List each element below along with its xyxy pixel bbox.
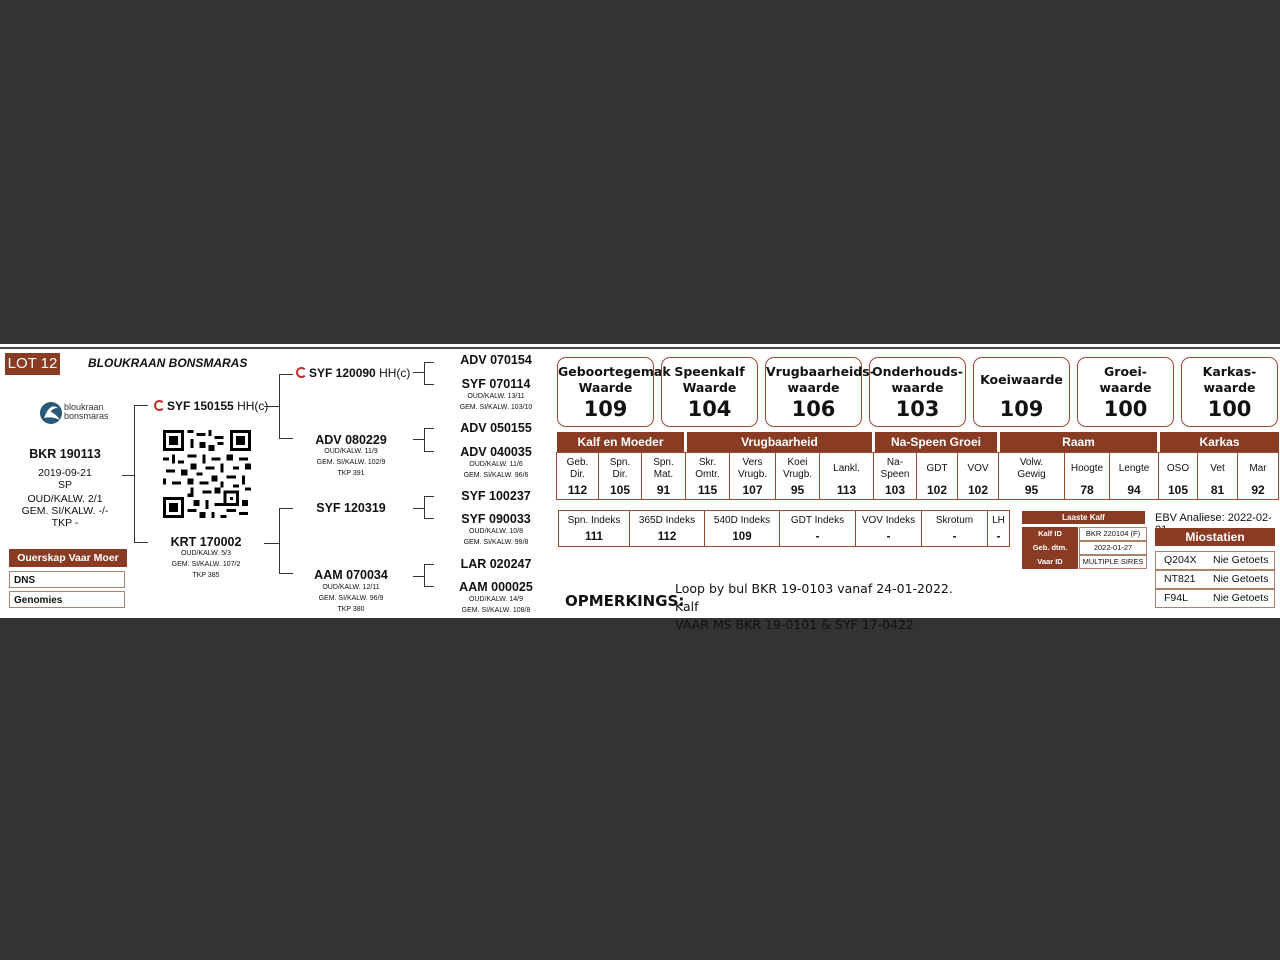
index-cell <box>856 511 922 546</box>
logo-line-2: bonsmaras <box>64 411 109 421</box>
hh-carrier-icon <box>296 367 307 378</box>
trait-grid <box>556 452 1279 500</box>
trait-value: 107 <box>742 483 763 497</box>
sire-tag: HH(c) <box>237 399 269 413</box>
last-calf-value: MULTIPLE SIRES <box>1079 555 1147 569</box>
lot-badge: LOT 12 <box>5 353 60 375</box>
trait-value: 95 <box>1024 483 1039 497</box>
ddd-id: AAM 000025 <box>459 580 533 594</box>
animal-id: BKR 190113 <box>29 447 101 461</box>
trait-header: Koei Vrugb. <box>782 457 813 480</box>
trait-value: 81 <box>1210 483 1225 497</box>
value-card <box>557 357 671 427</box>
index-value: - <box>886 531 891 543</box>
trait-cell <box>599 453 642 499</box>
index-header: 365D Indeks <box>638 515 696 526</box>
sire <box>154 399 268 413</box>
trait-header: Vet <box>1210 463 1225 474</box>
trait-cell <box>1198 453 1238 499</box>
trait-header: VOV <box>967 463 989 474</box>
trait-value: 102 <box>926 483 948 497</box>
miostatien-key: NT821 <box>1164 573 1196 585</box>
trait-header: Spn. Mat. <box>653 457 674 480</box>
index-header: Spn. Indeks <box>567 515 621 526</box>
value-card-title: Vrugbaarheids- waarde <box>766 364 875 395</box>
trait-cell <box>1065 453 1110 499</box>
index-header: GDT Indeks <box>790 515 845 526</box>
value-card-value: 104 <box>687 397 732 421</box>
last-calf-key: Kalf ID <box>1022 527 1078 541</box>
trait-cell <box>730 453 776 499</box>
index-value: - <box>952 531 957 543</box>
trait-value: 105 <box>609 483 631 497</box>
index-cell <box>630 511 705 546</box>
ebv-analysis-date: EBV Analiese: 2022-02- <box>1155 512 1272 524</box>
logo-text <box>64 403 109 421</box>
sire-dam-line-1: OUD/KALW. 11/9 <box>324 448 378 455</box>
value-card <box>869 357 966 427</box>
index-cell <box>922 511 988 546</box>
index-value: - <box>996 531 1001 543</box>
category-na-speen-groei: Na-Speen Groei <box>875 432 997 452</box>
trait-value: 95 <box>790 483 805 497</box>
dam-dam-line-3: TKP 380 <box>337 606 365 613</box>
trait-header: Na- Speen <box>880 457 910 480</box>
dsd-line-2: GEM. SI/KALW. 99/8 <box>463 539 529 546</box>
index-cell <box>705 511 780 546</box>
index-header: VOV Indeks <box>861 515 916 526</box>
index-value: - <box>815 531 820 543</box>
last-calf-key: Vaar ID <box>1022 555 1078 569</box>
value-card-title: Koeiwaarde <box>980 372 1063 387</box>
miostatien-value: Nie Getoets <box>1213 592 1269 604</box>
dam-dam-line-2: GEM. SI/KALW. 96/9 <box>318 595 384 602</box>
animal-tkp: TKP - <box>51 517 79 529</box>
dam-line-2: GEM. SI/KALW. 107/2 <box>171 561 241 568</box>
value-card <box>765 357 875 427</box>
trait-cell <box>642 453 686 499</box>
sire-dam-id: ADV 080229 <box>315 433 387 447</box>
ownership-header: Ouerskap Vaar Moer <box>9 549 127 567</box>
index-header: 540D Indeks <box>713 515 771 526</box>
trait-header: Geb. Dir. <box>566 457 589 480</box>
trait-cell <box>999 453 1065 499</box>
value-card-title: Karkas- waarde <box>1202 364 1257 395</box>
index-header: LH <box>992 515 1005 526</box>
trait-cell <box>820 453 874 499</box>
index-table <box>558 510 1010 547</box>
sss-id: ADV 070154 <box>460 353 532 367</box>
index-cell <box>559 511 630 546</box>
trait-value: 112 <box>567 483 588 497</box>
breeder-name: BLOUKRAAN BONSMARAS <box>88 356 248 370</box>
trait-header: GDT <box>926 463 948 474</box>
trait-header: Mar <box>1249 463 1267 474</box>
miostatien-row <box>1155 551 1275 570</box>
value-card-value: 109 <box>583 397 628 421</box>
dam-id: KRT 170002 <box>170 535 242 549</box>
value-card-value: 103 <box>895 397 940 421</box>
remarks-line-2: VAAR MS BKR 19-0101 & SYF 17-0422 <box>675 617 914 632</box>
miostatien-value: Nie Getoets <box>1213 554 1269 566</box>
category-karkas: Karkas <box>1160 432 1279 452</box>
ownership-row-dns: DNS <box>9 571 125 588</box>
trait-header: OSO <box>1166 463 1190 474</box>
hh-carrier-icon <box>154 400 165 411</box>
dam-dam-line-1: OUD/KALW. 12/11 <box>322 584 380 591</box>
ownership-row-genomies: Genomies <box>9 591 125 608</box>
trait-header: Volw. Gewig <box>1017 457 1046 480</box>
sire-sire-tag: HH(c) <box>379 366 411 380</box>
miostatien-header: Miostatien <box>1155 528 1275 546</box>
index-value: 112 <box>657 531 677 543</box>
ddd-line-2: GEM. SI/KALW. 108/8 <box>461 607 531 614</box>
sire-dam-line-3: TKP 391 <box>337 470 365 477</box>
last-calf-value: 2022-01-27 <box>1079 541 1147 555</box>
ssd-line-2: GEM. SI/KALW. 103/10 <box>459 404 533 411</box>
category-kalf-en-moeder: Kalf en Moeder <box>557 432 684 452</box>
sire-dam-line-2: GEM. SI/KALW. 102/9 <box>316 459 386 466</box>
value-card <box>973 357 1070 427</box>
logo-line-1: bloukraan <box>64 402 104 412</box>
last-calf-row <box>1022 527 1146 541</box>
last-calf-value: BKR 220104 (F) <box>1079 527 1147 541</box>
trait-cell <box>958 453 999 499</box>
last-calf-key: Geb. dtm. <box>1022 541 1078 555</box>
category-raam: Raam <box>1000 432 1157 452</box>
trait-cell <box>1110 453 1159 499</box>
value-card <box>1077 357 1174 427</box>
trait-cell <box>1159 453 1198 499</box>
miostatien-key: Q204X <box>1164 554 1197 566</box>
trait-value: 105 <box>1167 483 1189 497</box>
miostatien-value: Nie Getoets <box>1213 573 1269 585</box>
dam-line-3: TKP 385 <box>192 572 220 579</box>
miostatien-row <box>1155 589 1275 608</box>
animal-gem: GEM. SI/KALW. -/- <box>21 505 109 517</box>
dam-line-1: OUD/KALW. 5/3 <box>180 550 232 557</box>
top-divider <box>0 347 1280 349</box>
value-card-title: Groei- waarde <box>1099 364 1152 395</box>
trait-value: 92 <box>1251 483 1265 497</box>
sdd-line-1: OUD/KALW. 11/6 <box>469 461 523 468</box>
index-cell <box>988 511 1009 546</box>
trait-cell <box>1238 453 1278 499</box>
last-calf-row <box>1022 555 1146 569</box>
index-value: 111 <box>585 531 603 543</box>
lot-sheet <box>0 344 1280 632</box>
index-value: 109 <box>732 531 752 543</box>
remarks-line-1: Loop by bul BKR 19-0103 vanaf 24-01-2022. Kalf <box>675 581 953 614</box>
sire-sire-id: SYF 120090 <box>309 366 376 380</box>
sds-id: ADV 050155 <box>460 421 532 435</box>
dsd-line-1: OUD/KALW. 10/8 <box>469 528 523 535</box>
dam-dam-id: AAM 070034 <box>314 568 388 582</box>
trait-value: 115 <box>697 483 718 497</box>
sire-id: SYF 150155 <box>167 399 234 413</box>
trait-value: 113 <box>836 483 857 497</box>
ssd-line-1: OUD/KALW. 13/11 <box>467 393 525 400</box>
value-card-title: Geboortegemak Waarde <box>558 364 671 395</box>
last-calf-header: Laaste Kalf <box>1022 511 1145 524</box>
sire-sire <box>296 366 410 380</box>
trait-cell <box>776 453 820 499</box>
dam-sire-id: SYF 120319 <box>316 501 386 515</box>
ddd-line-1: OUD/KALW. 14/9 <box>469 596 523 603</box>
trait-header: Skr. Omtr. <box>695 457 720 480</box>
category-vrugbaarheid: Vrugbaarheid <box>687 432 872 452</box>
remarks-text <box>675 580 975 634</box>
trait-cell <box>686 453 730 499</box>
trait-header: Vers Vrugb. <box>737 457 768 480</box>
miostatien-row <box>1155 570 1275 589</box>
trait-cell <box>874 453 917 499</box>
sdd-line-2: GEM. SI/KALW. 96/6 <box>463 472 529 479</box>
trait-value: 103 <box>884 483 906 497</box>
animal-dob: 2019-09-21 <box>38 467 92 479</box>
miostatien-key: F94L <box>1164 592 1188 604</box>
trait-cell <box>917 453 958 499</box>
last-calf-row <box>1022 541 1146 555</box>
value-card-value: 100 <box>1207 397 1252 421</box>
value-card-value: 100 <box>1103 397 1148 421</box>
value-card-title: Speenkalf Waarde <box>674 364 745 395</box>
ssd-id: SYF 070114 <box>461 377 531 391</box>
value-card-title: Onderhouds- waarde <box>871 364 964 395</box>
trait-value: 91 <box>656 483 671 497</box>
trait-header: Spn. Dir. <box>609 457 631 480</box>
remarks-label: OPMERKINGS: <box>565 592 685 610</box>
trait-header: Lengte <box>1118 463 1150 474</box>
trait-value: 78 <box>1080 483 1094 497</box>
index-header: Skrotum <box>935 515 974 526</box>
qr-code-icon <box>163 430 251 518</box>
trait-cell <box>557 453 599 499</box>
value-card <box>1181 357 1278 427</box>
value-card-value: 106 <box>791 397 836 421</box>
trait-header: Lankl. <box>833 463 860 474</box>
sdd-id: ADV 040035 <box>460 445 532 459</box>
value-card <box>661 357 758 427</box>
animal-oud-kalw: OUD/KALW. 2/1 <box>27 493 103 505</box>
dsd-id: SYF 090033 <box>461 512 531 526</box>
trait-value: 102 <box>967 483 989 497</box>
index-cell <box>780 511 856 546</box>
trait-header: Hoogte <box>1070 463 1104 474</box>
trait-value: 94 <box>1127 483 1141 497</box>
value-card-value: 109 <box>999 397 1044 421</box>
dss-id: SYF 100237 <box>461 489 531 503</box>
animal-status: SP <box>57 479 72 491</box>
dds-id: LAR 020247 <box>460 557 532 571</box>
